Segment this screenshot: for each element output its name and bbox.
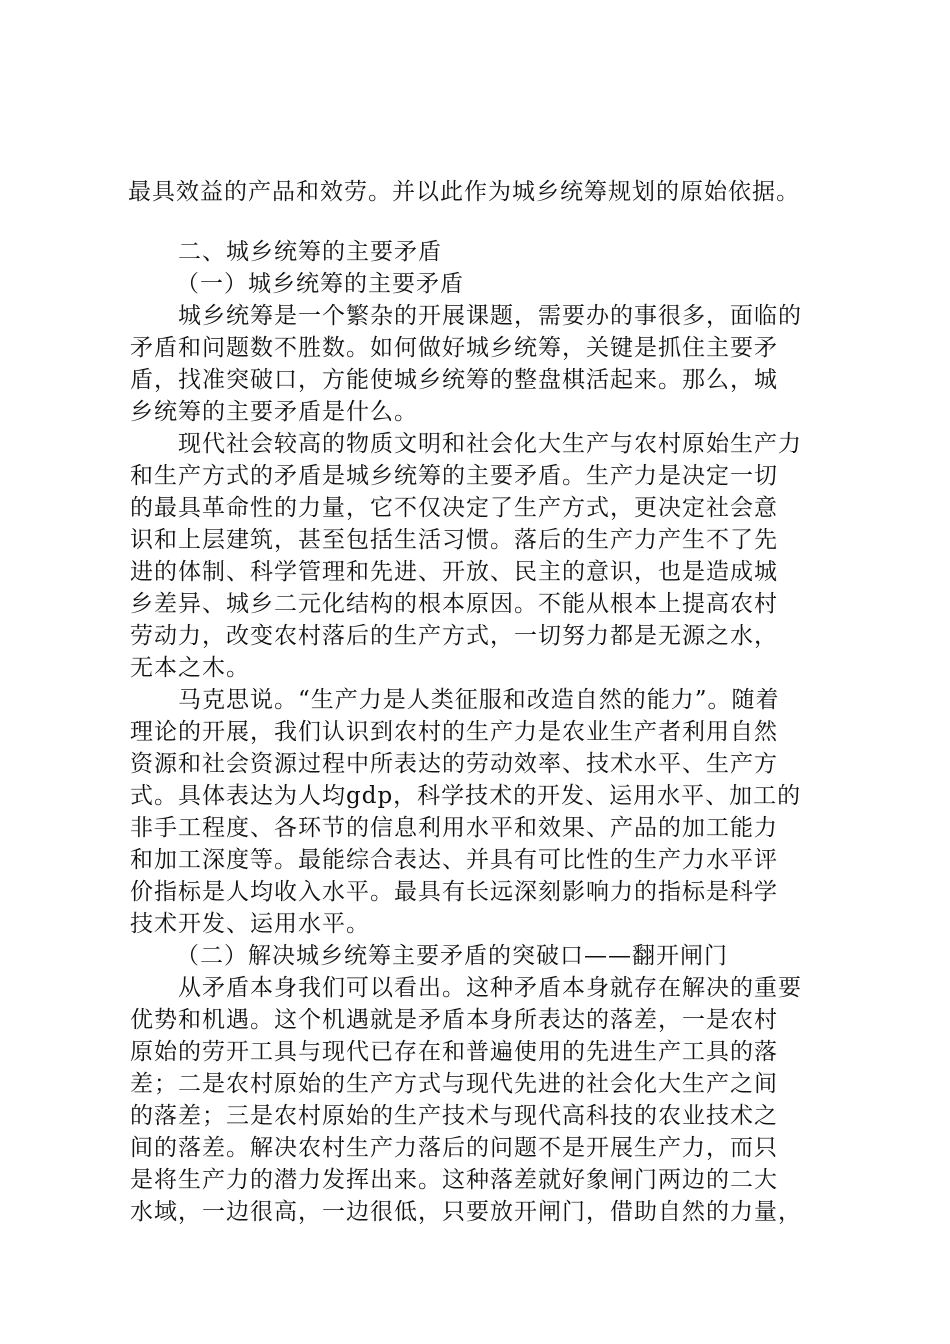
text-line: 劳动力，改变农村落后的生产方式，一切努力都是无源之水， <box>130 623 778 649</box>
section-heading: 二、城乡统筹的主要矛盾 <box>178 239 442 265</box>
text-line: 优势和机遇。这个机遇就是矛盾本身所表达的落差，一是农村 <box>130 1007 778 1033</box>
text-line: 马克思说。“生产力是人类征服和改造自然的能力”。随着 <box>178 687 780 713</box>
text-line: 从矛盾本身我们可以看出。这种矛盾本身就存在解决的重要 <box>178 975 802 1001</box>
text-line: 的落差；三是农村原始的生产技术与现代高科技的农业技术之 <box>130 1103 778 1129</box>
text-line: 无本之木。 <box>130 655 250 681</box>
text-line: 识和上层建筑，甚至包括生活习惯。落后的生产力产生不了先 <box>130 527 778 553</box>
text-line: 进的体制、科学管理和先进、开放、民主的意识，也是造成城 <box>130 559 778 585</box>
text-line: 现代社会较高的物质文明和社会化大生产与农村原始生产力 <box>178 431 802 457</box>
text-line: 理论的开展，我们认识到农村的生产力是农业生产者利用自然 <box>130 719 778 745</box>
text-line: 的最具革命性的力量，它不仅决定了生产方式，更决定社会意 <box>130 495 778 521</box>
text-line: 盾，找准突破口，方能使城乡统筹的整盘棋活起来。那么，城 <box>130 367 778 393</box>
text-line: 间的落差。解决农村生产力落后的问题不是开展生产力，而只 <box>130 1135 778 1161</box>
text-line: 乡差异、城乡二元化结构的根本原因。不能从根本上提高农村 <box>130 591 778 617</box>
subsection-heading: （一）城乡统筹的主要矛盾 <box>176 271 464 297</box>
subsection-heading: （二）解决城乡统筹主要矛盾的突破口——翻开闸门 <box>176 943 728 969</box>
text-line: 差；二是农村原始的生产方式与现代先进的社会化大生产之间 <box>130 1071 778 1097</box>
text-line: 水域，一边很高，一边很低，只要放开闸门，借助自然的力量， <box>130 1199 802 1225</box>
text-line: 是将生产力的潜力发挥出来。这种落差就好象闸门两边的二大 <box>130 1167 778 1193</box>
text-line: 城乡统筹是一个繁杂的开展课题，需要办的事很多，面临的 <box>178 303 802 329</box>
text-line: 技术开发、运用水平。 <box>130 911 370 937</box>
text-line: 和加工深度等。最能综合表达、并具有可比性的生产力水平评 <box>130 847 778 873</box>
text-line: 最具效益的产品和效劳。并以此作为城乡统筹规划的原始依据。 <box>128 179 800 205</box>
text-line: 原始的劳开工具与现代已存在和普遍使用的先进生产工具的落 <box>130 1039 778 1065</box>
text-line: 乡统筹的主要矛盾是什么。 <box>130 399 418 425</box>
text-line: 价指标是人均收入水平。最具有长远深刻影响力的指标是科学 <box>130 879 778 905</box>
text-line: 非手工程度、各环节的信息利用水平和效果、产品的加工能力 <box>130 815 778 841</box>
text-line: 资源和社会资源过程中所表达的劳动效率、技术水平、生产方 <box>130 751 778 777</box>
text-line: 和生产方式的矛盾是城乡统筹的主要矛盾。生产力是决定一切 <box>130 463 778 489</box>
text-line: 矛盾和问题数不胜数。如何做好城乡统筹，关键是抓住主要矛 <box>130 335 778 361</box>
text-line: 式。具体表达为人均gdp，科学技术的开发、运用水平、加工的 <box>130 783 802 809</box>
